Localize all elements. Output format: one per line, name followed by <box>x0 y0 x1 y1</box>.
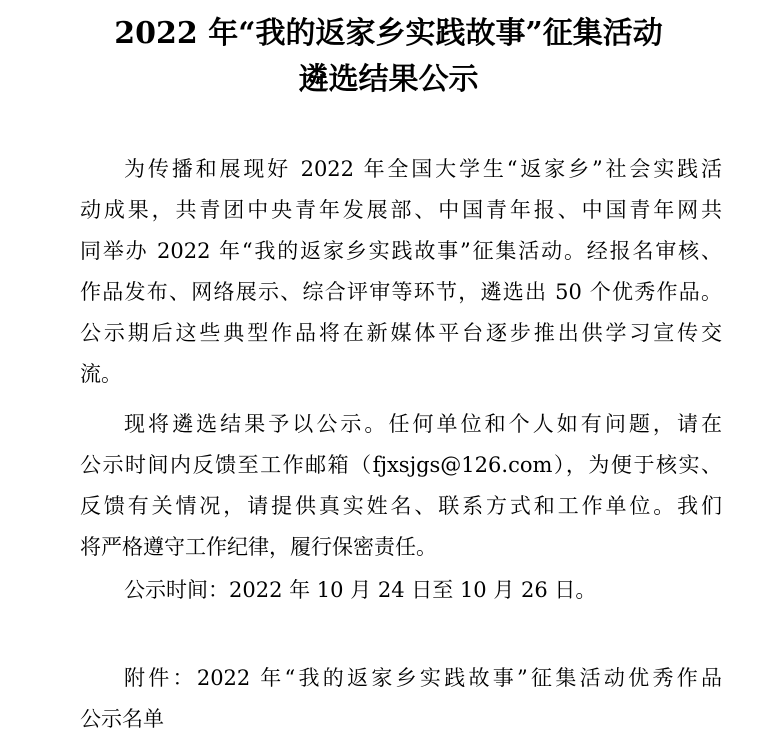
paragraph-line: 将严格遵守工作纪律，履行保密责任。 <box>80 535 437 559</box>
document-title-line1: 2022 年“我的返家乡实践故事”征集活动 <box>114 16 663 51</box>
paragraph-line: 动成果，共青团中央青年发展部、中国青年报、中国青年网共 <box>80 198 722 222</box>
document-title-line2: 遴选结果公示 <box>298 62 479 97</box>
paragraph-line: 公示期后这些典型作品将在新媒体平台逐步推出供学习宣传交 <box>80 321 722 345</box>
publicity-time: 公示时间：2022 年 10 月 24 日至 10 月 26 日。 <box>124 578 597 602</box>
paragraph-line: 现将遴选结果予以公示。任何单位和个人如有问题，请在 <box>124 412 722 436</box>
paragraph-line: 公示时间内反馈至工作邮箱（fjxsjgs@126.com），为便于核实、 <box>80 453 722 477</box>
attachment-line: 公示名单 <box>80 707 164 731</box>
paragraph-line: 流。 <box>80 362 122 386</box>
attachment-line: 附件：2022 年“我的返家乡实践故事”征集活动优秀作品 <box>124 666 722 690</box>
paragraph-line: 同举办 2022 年“我的返家乡实践故事”征集活动。经报名审核、 <box>80 239 722 263</box>
paragraph-line: 反馈有关情况，请提供真实姓名、联系方式和工作单位。我们 <box>80 494 722 518</box>
paragraph-line: 为传播和展现好 2022 年全国大学生“返家乡”社会实践活 <box>124 157 722 181</box>
paragraph-line: 作品发布、网络展示、综合评审等环节，遴选出 50 个优秀作品。 <box>80 280 722 304</box>
